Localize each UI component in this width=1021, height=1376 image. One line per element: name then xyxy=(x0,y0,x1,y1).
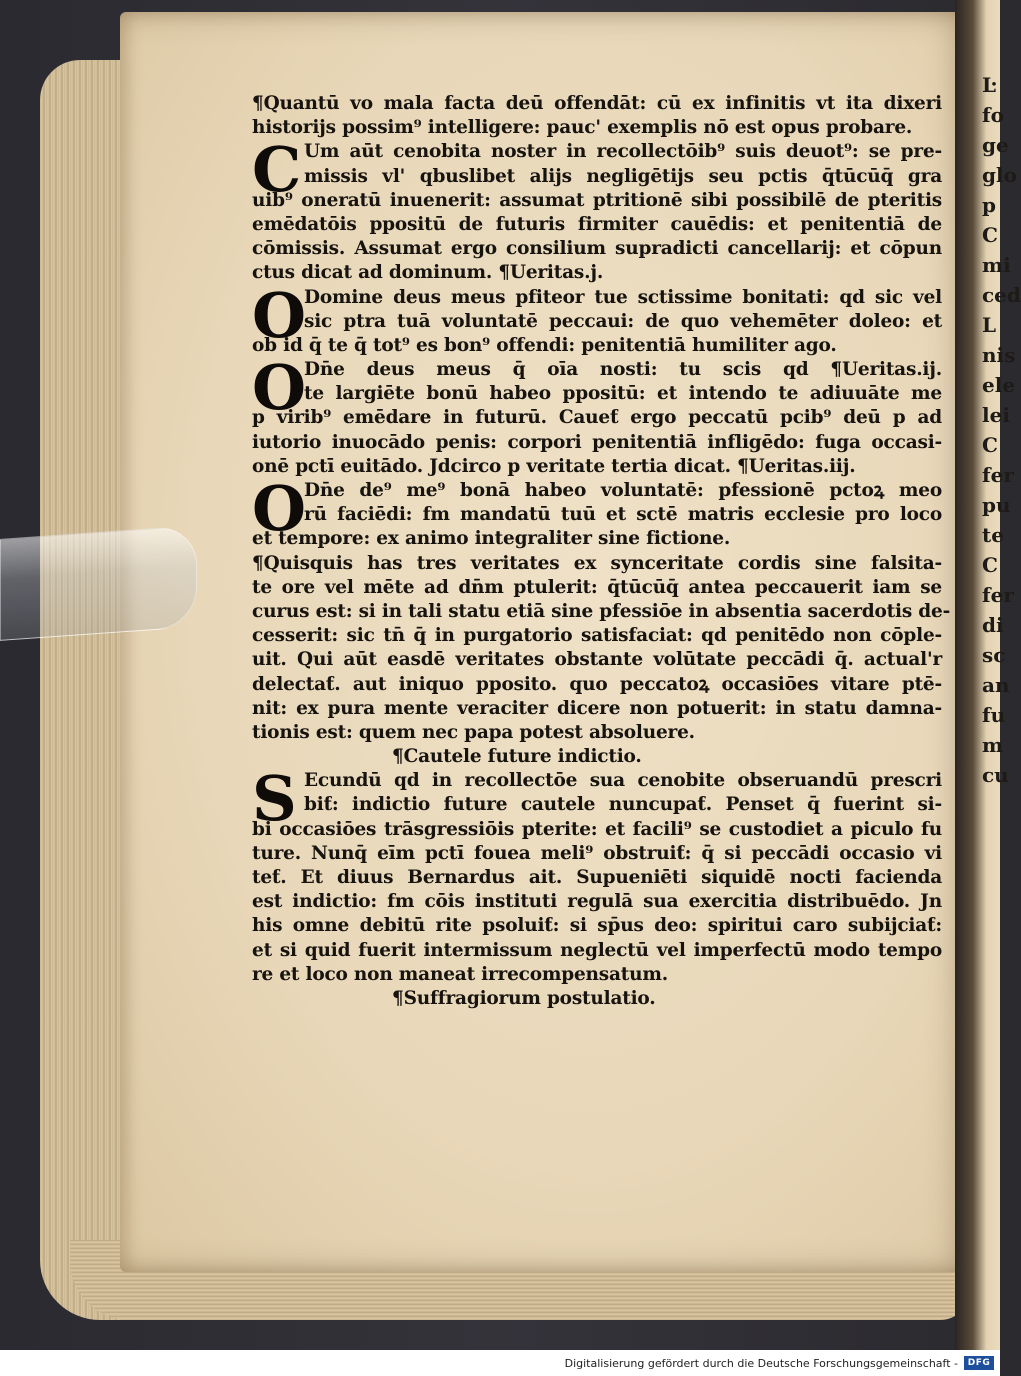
section-heading xyxy=(252,745,942,769)
paragraph xyxy=(252,472,942,552)
text-line: Dn̄e de⁹ me⁹ bonā habeo voluntatē: pfessionē pctoꝝ meo xyxy=(304,480,942,501)
text-line: ob id q̄ te q̄ tot⁹ es bon⁹ offendi: penitentiā humiliter ago. xyxy=(252,334,837,356)
page-text-block xyxy=(252,92,951,1011)
decorated-initial: S xyxy=(252,762,297,836)
text-line: Dn̄e deus meus q̄ oīa nosti: tu scis qd ¶Ueritas.ij. xyxy=(304,359,942,381)
text-line: et tempore: ex animo integraliter sine fictione. xyxy=(252,528,731,550)
text-line: ¶Suffragiorum postulatio. xyxy=(392,987,656,1009)
text-line: Domine deus meus pfiteor tue sctissime bonitati: qd sic vel xyxy=(304,286,942,308)
text-line: ¶Cautele future indictio. xyxy=(392,746,642,768)
text-line: Ecundū qd in recollectōe sua cenobite obseruandū prescri xyxy=(304,770,942,792)
text-line: biƭ: indictio future cautele nuncupaƭ. Penset q̄ fuerint si- xyxy=(304,794,942,816)
text-line: est indictio: fm cōis instituti regulā sua exercitia distribuēdo. Jn xyxy=(252,891,942,913)
text-line: re et loco non maneat irrecompensatum. xyxy=(252,963,669,985)
text-line: ctus dicat ad dominum. ¶Ueritas.j. xyxy=(252,262,604,284)
paragraph xyxy=(252,278,942,359)
footer-credit: Digitalisierung gefördert durch die Deutsche Forschungsgemeinschaft - xyxy=(564,1356,958,1370)
paragraph xyxy=(252,92,942,140)
text-line: ¶Quantū vo mala facta deū offendāt: cū ex infinitis vt ita dixeri xyxy=(252,93,942,114)
text-line: cesserit: sic tn̄ q̄ in purgatorio satisfaciat: qd penitēdo non cōple- xyxy=(252,625,942,647)
paragraph xyxy=(252,351,942,479)
paragraph xyxy=(252,552,951,746)
plastic-bookmark-strip xyxy=(0,525,197,641)
text-line: uit. Qui aūt easdē veritates obstante volūtate peccādi q̄. actual'r xyxy=(252,649,942,671)
section-heading xyxy=(252,987,942,1011)
text-line: delectaƭ. aut iniquo pposito. quo peccatoꝝ occasiōes vitare ptē- xyxy=(252,673,942,695)
decorated-initial: O xyxy=(252,472,306,545)
text-line: historijs possim⁹ intelligere: pauc' exemplis nō est opus probare. xyxy=(252,117,913,139)
paragraph xyxy=(252,133,942,285)
facing-page-fragment: Ŀ fo ge glo p C mi ced L nis ele lei C fer pu te C fer di sc an fu m cu xyxy=(982,73,1021,787)
text-line: te largiēte bonū habeo ppositū: et intendo te adiuuāte me xyxy=(304,383,942,405)
text-line: his omne debitū rite psoluiƭ: si sp̄us deo: spiritui caro subijciaƭ: xyxy=(252,915,942,937)
text-line: tionis est: quem nec papa potest absoluere. xyxy=(252,721,695,743)
text-line: ¶Quisquis has tres veritates ex synceritate cordis sine falsita- xyxy=(252,552,942,574)
dfg-logo[interactable]: DFG xyxy=(964,1356,994,1370)
text-line: sic ptra tuā voluntatē peccaui: de quo vehemēter doleo: et xyxy=(304,310,942,332)
text-line: missis vl' qbuslibet alijs negligētijs seu pctis q̄tūcūq̄ gra xyxy=(304,165,942,187)
text-line: p virib⁹ emēdare in futurū. Caueƭ ergo peccatū pcib⁹ deū p ad xyxy=(252,407,942,429)
text-line: emēdatōis ppositū de futuris firmiter cauēdis: et penitentiā de xyxy=(252,213,942,235)
text-line: nit: ex pura mente veraciter dicere non potuerit: in statu damna- xyxy=(252,697,942,719)
text-line: curus est: si in tali statu etiā sine pfessiōe in absentia sacerdotis de- xyxy=(252,600,951,622)
text-line: teƭ. Et diuus Bernardus ait. Supueniēti siquidē nocti facienda xyxy=(252,867,942,888)
text-line: et si quid fuerit intermissum neglectū vel imperfectū modo tempo xyxy=(252,939,942,961)
text-line: bi occasiōes trāsgressiōis pterite: et facili⁹ se custodiet a piculo fu xyxy=(252,818,942,840)
text-line: ture. Nunq̄ eīm pctī fouea meli⁹ obstruiƭ: q̄ si peccādi occasio vi xyxy=(252,842,942,864)
text-line: cōmissis. Assumat ergo consilium supradicti cancellarij: et cōpun xyxy=(252,238,942,260)
text-line: uib⁹ oneratū inuenerit: assumat ptritionē sibi possibilē de pteritis xyxy=(252,189,942,211)
text-line: onē pctī euitādo. Jdcirco p veritate tertia dicat. ¶Ueritas.iij. xyxy=(252,455,856,477)
paragraph xyxy=(252,762,942,987)
footer-bar xyxy=(0,1350,1000,1376)
text-line: iutorio inuocādo penis: corpori penitentiā infligēdo: fuga occasi- xyxy=(252,431,942,453)
text-line: rū faciēdi: fm mandatū tuū et sctē matris ecclesie pro loco xyxy=(304,504,942,526)
decorated-initial: O xyxy=(252,351,306,425)
decorated-initial: O xyxy=(252,278,306,352)
text-line: Um aūt cenobita noster in recollectōib⁹ suis deuot⁹: se pre- xyxy=(304,141,942,163)
text-line: te ore vel mēte ad dn̄m ptulerit: q̄tūcūq̄ antea peccauerit iam se xyxy=(252,576,942,598)
decorated-initial: C xyxy=(252,133,302,207)
